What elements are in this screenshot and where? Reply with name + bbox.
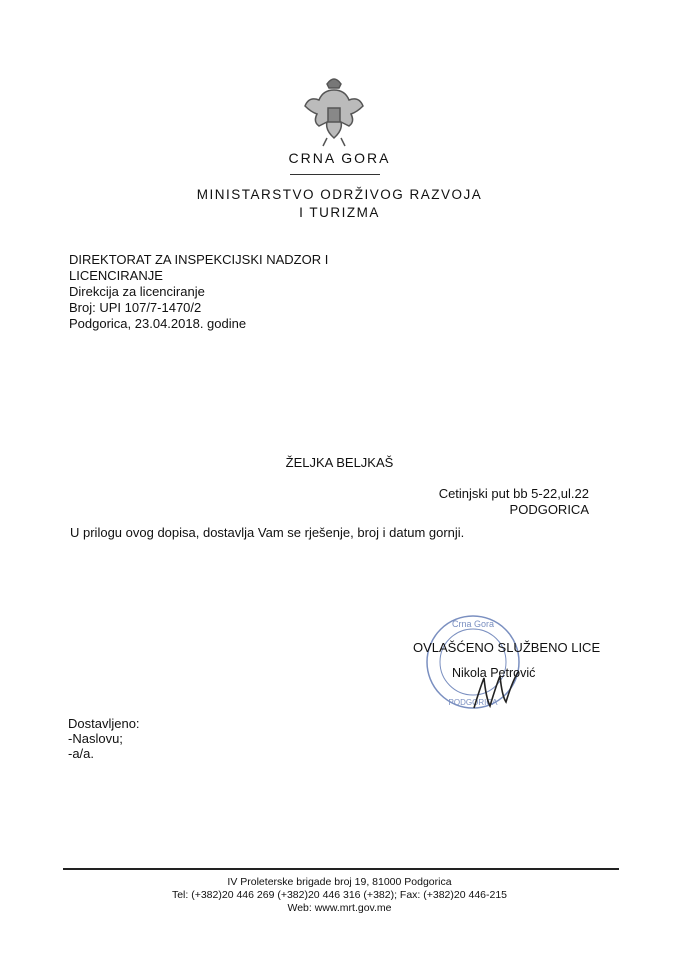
sender-block — [69, 252, 328, 332]
footer-divider — [63, 868, 619, 870]
stamp-text-bottom: PODGORICA — [448, 698, 498, 707]
ministry-line-1: MINISTARSTVO ODRŽIVOG RAZVOJA — [196, 187, 483, 202]
delivery-list — [68, 716, 140, 761]
signatory-name: Nikola Petrović — [452, 666, 536, 680]
recipient-city: PODGORICA — [509, 502, 589, 517]
recipient-street: Cetinjski put bb 5-22,ul.22 — [438, 486, 589, 501]
document-date: Podgorica, 23.04.2018. godine — [69, 316, 247, 331]
recipient-address — [439, 486, 589, 518]
delivery-label: Dostavljeno: — [68, 716, 140, 731]
letter-body: U prilogu ovog dopisa, dostavlja Vam se rješenje, broj i datum gornji. — [70, 525, 465, 540]
recipient-name: ŽELJKA BELJKAŠ — [285, 455, 394, 470]
sender-line-3: Direkcija za licenciranje — [69, 284, 205, 299]
signatory-title: OVLAŠĆENO SLUŽBENO LICE — [413, 640, 601, 655]
ministry-name — [0, 186, 679, 222]
signature-icon — [470, 668, 520, 710]
stamp-text-top: Crna Gora — [451, 619, 495, 629]
ministry-line-2: I TURIZMA — [299, 205, 380, 220]
document-number: Broj: UPI 107/7-1470/2 — [69, 300, 202, 315]
footer — [0, 876, 679, 915]
footer-phone: Tel: (+382)20 446 269 (+382)20 446 316 (+382); Fax: (+382)20 446-215 — [171, 889, 508, 901]
coat-of-arms-icon — [303, 72, 365, 150]
delivery-item: -Naslovu; — [68, 731, 123, 746]
header-divider — [290, 174, 380, 175]
footer-web: Web: www.mrt.gov.me — [287, 902, 392, 914]
sender-line-1: DIREKTORAT ZA INSPEKCIJSKI NADZOR I — [69, 252, 329, 267]
country-name: CRNA GORA — [288, 150, 391, 166]
footer-address: IV Proleterske brigade broj 19, 81000 Podgorica — [227, 876, 452, 888]
delivery-item: -a/a. — [68, 746, 95, 761]
sender-line-2: LICENCIRANJE — [69, 268, 163, 283]
